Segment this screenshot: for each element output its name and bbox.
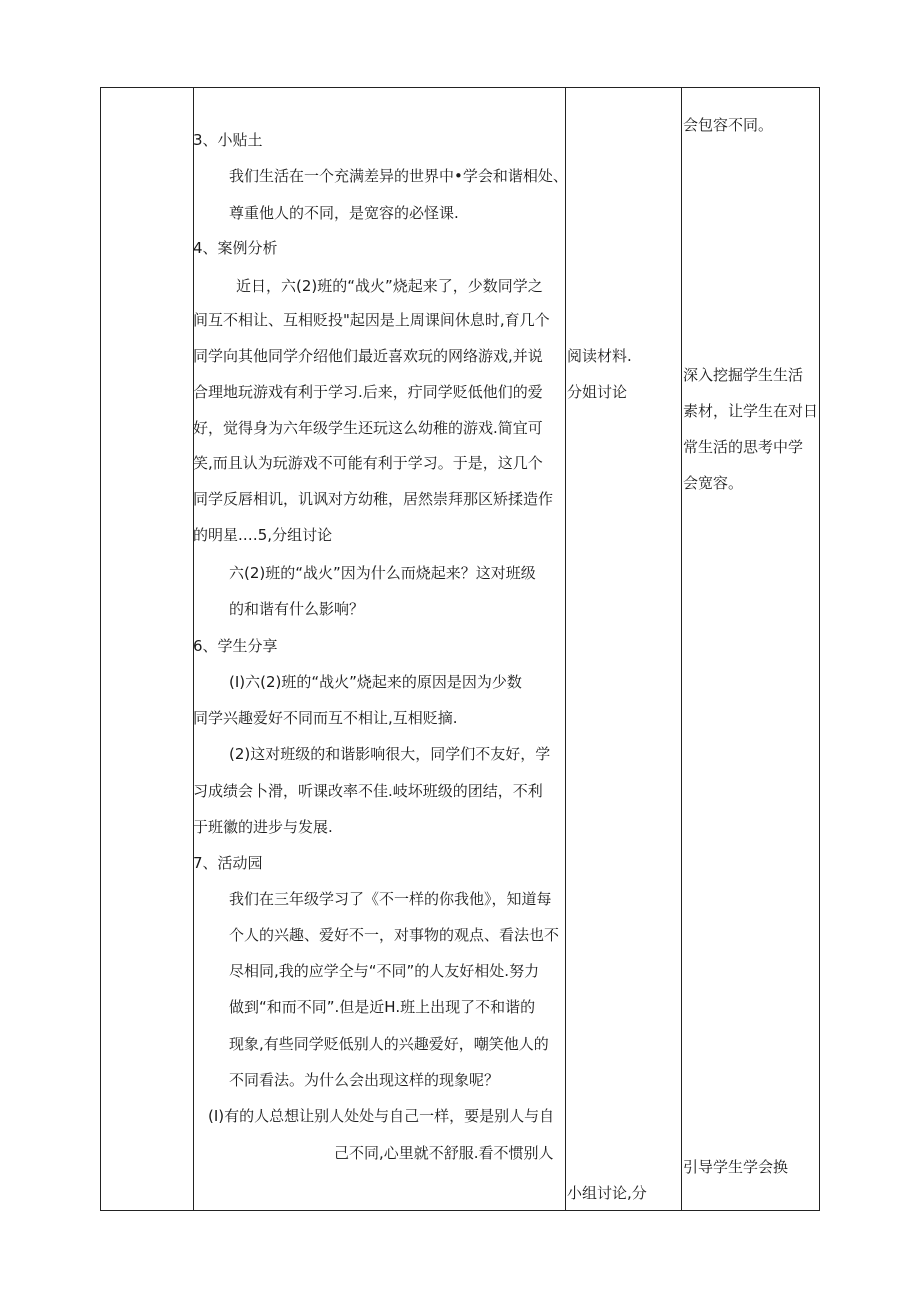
text-line: 6、学生分享	[193, 637, 278, 655]
column-divider	[565, 88, 566, 1210]
text-line: (I)有的人总想让别人处处与自己一样，要是别人与自	[208, 1107, 555, 1125]
text-line: 己不同,心里就不舒服.看不惯别人	[334, 1144, 554, 1162]
text-line: 我们生活在一个充满差异的世界中•学会和谐相处、	[229, 167, 568, 185]
text-line: 的明星.…5,分组讨论	[193, 526, 333, 544]
text-line: 尊重他人的不同，是宽容的必怪课.	[229, 204, 459, 222]
text-line: 不同看法。为什么会出现这样的现象呢？	[229, 1071, 500, 1089]
text-line: 我们在三年级学习了《不一样的你我他》，知道每	[229, 890, 552, 908]
text-line: 素材，让学生在对日	[683, 402, 819, 420]
text-line: 引导学生学会换	[683, 1158, 789, 1176]
text-line: 阅读材料.	[567, 347, 632, 365]
text-line: 4、案例分析	[193, 239, 278, 257]
text-line: 深入挖掘学生生活	[683, 366, 804, 384]
text-line: 会包容不同。	[683, 116, 774, 134]
text-line: 习成绩会卜滑，听课改率不佳.岐坏班级的团结，不利	[193, 782, 543, 800]
text-line: 近日，六(2)班的“战火”烧起来了，少数同学之	[236, 277, 543, 295]
text-line: 同学反唇相讥，讥讽对方幼稚，居然崇拜那区矫揉造作	[193, 490, 554, 508]
text-line: 合理地玩游戏有利于学习.后来，疔同学贬低他们的爱	[193, 383, 543, 401]
text-line: 3、小贴土	[193, 131, 263, 149]
text-line: 个人的兴趣、爱好不一，对事物的观点、看法也不	[229, 926, 560, 944]
text-line: 于班徽的进步与发展.	[193, 818, 333, 836]
text-line: 常生活的思考中学	[683, 438, 804, 456]
text-line: 分姐讨论	[567, 383, 628, 401]
text-line: 六(2)班的“战火”因为什么而烧起来？这对班级	[229, 564, 536, 582]
text-line: 同学兴趣爱好不同而互不相让,互相贬摘.	[193, 709, 458, 727]
column-divider	[681, 88, 682, 1210]
text-line: 笑,而且认为玩游戏不可能有利于学习。于是，这几个	[193, 454, 543, 472]
text-line: 尽相同,我的应学仝与“不同”的人友好相处.努力	[229, 962, 540, 980]
text-line: 现象,有些同学贬低别人的兴趣爱好，嘲笑他人的	[229, 1035, 549, 1053]
text-line: 7、活动园	[193, 854, 263, 872]
text-line: 间互不相让、互相贬投"起因是上周课间休息时,育几个	[193, 311, 550, 329]
text-line: 好，觉得身为六年级学生还玩这么幼稚的游戏.简宜可	[193, 419, 543, 437]
text-line: (I)六(2)班的“战火”烧起来的原因是因为少数	[229, 673, 522, 691]
text-line: 同学向其他同学介绍他们最近喜欢玩的网络游戏,并说	[193, 347, 543, 365]
text-line: 小组讨论,分	[567, 1184, 647, 1202]
text-line: 做到“和而不同”.但是近H.班上出现了不和谐的	[229, 998, 536, 1016]
text-line: 的和谐有什么影响？	[229, 600, 365, 618]
text-line: (2)这对班级的和谐影响很大，同学们不友好，学	[229, 745, 551, 763]
text-line: 会宽容。	[683, 474, 744, 492]
